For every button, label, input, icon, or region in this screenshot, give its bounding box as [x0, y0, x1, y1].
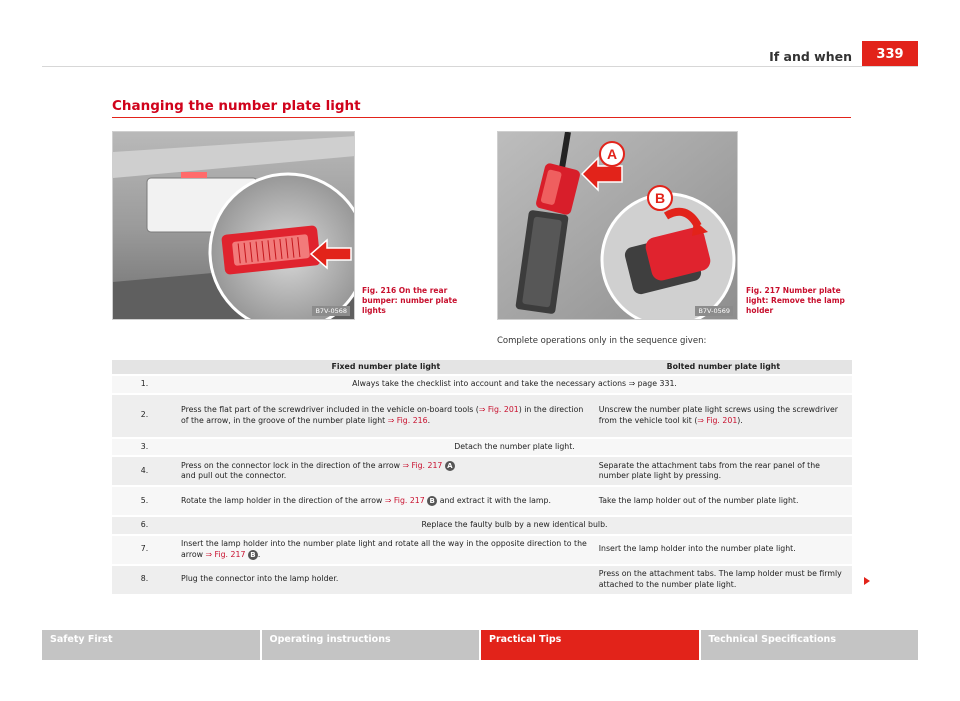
step-shared-text: Always take the checklist into account and take the necessary actions ⇒ page 331.: [177, 375, 852, 394]
figure-link[interactable]: ⇒ Fig. 201: [478, 405, 519, 414]
intro-text: Complete operations only in the sequence given:: [497, 336, 707, 346]
page-number: 339: [862, 41, 918, 66]
callout-badge: B: [248, 550, 258, 560]
tab-operating-instructions[interactable]: Operating instructions: [262, 630, 480, 660]
step-shared-text: Replace the faulty bulb by a new identical bulb.: [177, 516, 852, 535]
step-bolted-text: Take the lamp holder out of the number plate light.: [595, 486, 852, 516]
figure-link[interactable]: ⇒ Fig. 217: [402, 460, 443, 470]
figure-216-caption: Fig. 216 On the rear bumper: number plate lights: [362, 286, 458, 315]
step-number: 6.: [112, 516, 177, 535]
step-number: 1.: [112, 375, 177, 394]
header-cell-fixed: Fixed number plate light: [177, 360, 595, 375]
step-number: 5.: [112, 486, 177, 516]
callout-b: [648, 186, 672, 210]
tab-practical-tips[interactable]: Practical Tips: [481, 630, 699, 660]
callout-a-label: A: [606, 146, 618, 162]
figure-id: B7V-0568: [312, 306, 350, 316]
step-fixed-text: Insert the lamp holder into the number plate light and rotate all the way in the opposite direction to the arrow ⇒ Fig. 217 B .: [177, 535, 595, 565]
figure-217-illustration: [498, 132, 738, 320]
figure-link[interactable]: ⇒ Fig. 217: [384, 495, 425, 505]
step-number: 8.: [112, 565, 177, 595]
step-bolted-text: Insert the lamp holder into the number plate light.: [595, 535, 852, 565]
step-bolted-text: Press on the attachment tabs. The lamp holder must be firmly attached to the number plate light.: [595, 565, 852, 595]
table-header-row: [112, 360, 852, 375]
step-shared-text: Detach the number plate light.: [177, 438, 852, 457]
figure-id: B7V-0569: [695, 306, 733, 316]
callout-badge: B: [427, 496, 437, 506]
step-bolted-text: Separate the attachment tabs from the rear panel of the number plate light by pressing.: [595, 456, 852, 486]
step-number: 4.: [112, 456, 177, 486]
step-bolted-text: Unscrew the number plate light screws using the screwdriver from the vehicle tool kit (⇒ Fig. 201).: [595, 394, 852, 438]
running-title: If and when: [769, 49, 852, 64]
header-cell-number: [112, 360, 177, 375]
tab-technical-specifications[interactable]: Technical Specifications: [701, 630, 919, 660]
figure-link[interactable]: ⇒ Fig. 217: [205, 549, 246, 559]
step-number: 3.: [112, 438, 177, 457]
step-fixed-text: Rotate the lamp holder in the direction of the arrow ⇒ Fig. 217 B and extract it with the lamp.: [177, 486, 595, 516]
step-fixed-text: Plug the connector into the lamp holder.: [177, 565, 595, 595]
step-fixed-text: Press on the connector lock in the direction of the arrow ⇒ Fig. 217 A and pull out the connector.: [177, 456, 595, 486]
callout-badge: A: [445, 461, 455, 471]
table-row: [112, 516, 852, 535]
continue-arrow-icon: [864, 577, 870, 585]
header-rule: [42, 66, 918, 67]
chapter-tabs: [42, 630, 918, 660]
table-row: [112, 565, 852, 595]
section-title: Changing the number plate light: [112, 98, 361, 114]
figure-216-illustration: [113, 132, 355, 320]
table-row: [112, 394, 852, 438]
figure-link[interactable]: ⇒ Fig. 216: [387, 415, 428, 425]
table-row: [112, 375, 852, 394]
section-rule: [112, 117, 851, 118]
tab-safety-first[interactable]: Safety First: [42, 630, 260, 660]
figure-216: [112, 131, 355, 320]
header-cell-bolted: Bolted number plate light: [595, 360, 852, 375]
table-row: [112, 486, 852, 516]
callout-b-label: B: [654, 190, 666, 206]
step-fixed-text: Press the flat part of the screwdriver included in the vehicle on-board tools (⇒ Fig. 201) in the direction of the arrow, in the groove of the number plate light ⇒ Fig. 216.: [177, 394, 595, 438]
table-row: [112, 535, 852, 565]
figure-217: [497, 131, 738, 320]
figure-link[interactable]: ⇒ Fig. 201: [697, 415, 738, 425]
steps-table: [112, 360, 852, 596]
table-row: [112, 456, 852, 486]
step-number: 7.: [112, 535, 177, 565]
table-row: [112, 438, 852, 457]
step-number: 2.: [112, 394, 177, 438]
callout-a: [600, 142, 624, 166]
figure-217-caption: Fig. 217 Number plate light: Remove the lamp holder: [746, 286, 845, 315]
